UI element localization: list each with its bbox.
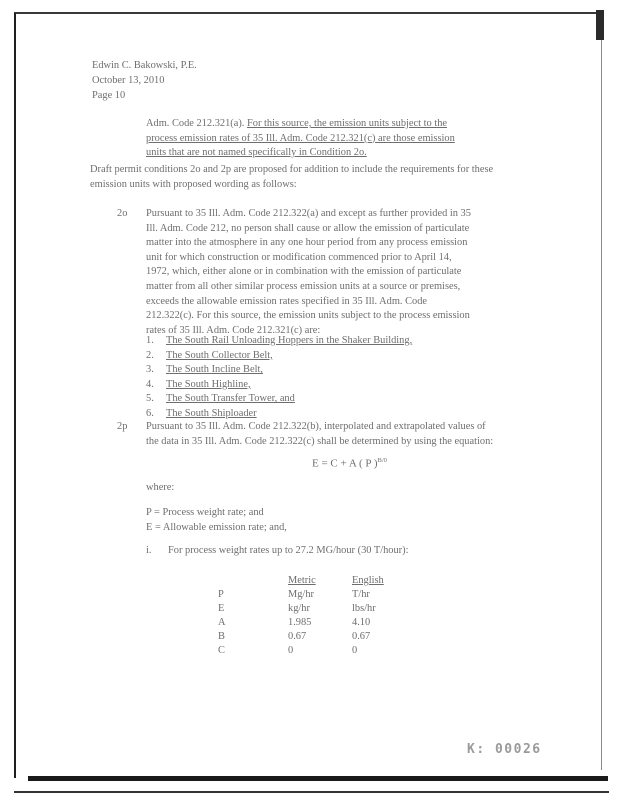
emission-unit-list <box>146 334 412 422</box>
row-label: P <box>218 589 224 600</box>
list-item <box>146 349 412 364</box>
english-cell: lbs/hr <box>352 603 376 614</box>
condition-2o-line: exceeds the allowable emission rates specified in 35 Ill. Adm. Code <box>146 295 428 307</box>
scan-edge-bottom <box>28 776 608 781</box>
metric-cell: Mg/hr <box>288 589 314 600</box>
variable-definitions <box>146 506 287 535</box>
condition-2o-line: matter into the atmosphere in any one hour period from any process emission <box>146 237 468 249</box>
table-row <box>218 602 412 616</box>
condition-2o-line: matter from all other similar process emission units at a source or premises, <box>146 280 461 292</box>
condition-2o-line: 212.322(c). For this source, the emission units subject to the process emission <box>146 310 470 322</box>
emission-equation <box>312 454 387 471</box>
table-row <box>218 630 412 644</box>
author-name: Edwin C. Bakowski, P.E. <box>92 60 197 71</box>
list-item-number: 1. <box>146 335 154 346</box>
intro-line-2: process emission rates of 35 Ill. Adm. Code 212.321(c) are those emission <box>146 132 455 144</box>
list-item <box>146 334 412 349</box>
bates-stamp: K: 00026 <box>467 742 542 757</box>
condition-2o-line: unit for which construction or modification commenced prior to April 14, <box>146 251 452 263</box>
metric-cell: 1.985 <box>288 617 312 628</box>
intro-line-1-plain: Adm. Code 212.321(a). <box>146 118 248 129</box>
table-corner <box>218 574 288 588</box>
condition-2o-line: rates of 35 Ill. Adm. Code 212.321(c) are: <box>146 324 321 336</box>
list-item-text: The South Collector Belt, <box>166 349 273 361</box>
table-header-row <box>218 574 412 588</box>
list-item <box>146 378 412 393</box>
condition-2p-line: Pursuant to 35 Ill. Adm. Code 212.322(b), interpolated and extrapolated values of <box>146 421 486 432</box>
english-cell: 0 <box>352 645 358 656</box>
list-item-text: The South Shiploader <box>166 407 257 419</box>
column-header-metric: Metric <box>288 575 316 586</box>
list-item-number: 5. <box>146 393 154 405</box>
scan-corner-mark <box>596 10 604 40</box>
row-label: B <box>218 631 225 642</box>
metric-cell: 0 <box>288 645 294 656</box>
equation-exponent: B/0 <box>377 457 387 464</box>
condition-2o-body <box>146 207 471 338</box>
list-item-number: 6. <box>146 407 154 419</box>
table-row <box>218 616 412 630</box>
list-item-text: The South Highline, <box>166 378 251 390</box>
table-row <box>218 644 412 658</box>
list-item-number: 2. <box>146 349 154 361</box>
list-item-text: The South Rail Unloading Hoppers in the Shaker Building, <box>166 335 413 346</box>
row-label: A <box>218 617 226 628</box>
intro-line-1-underlined: For this source, the emission units subject to the <box>247 118 448 129</box>
equation-text: E = C + A ( P ) <box>312 457 378 470</box>
item-number: i. <box>146 545 152 556</box>
draft-line: emission units with proposed wording as follows: <box>90 178 297 190</box>
scan-edge-bottom-line <box>14 791 609 793</box>
condition-2o-line: Pursuant to 35 Ill. Adm. Code 212.322(a) and except as further provided in 35 <box>146 208 471 219</box>
definition-line: P = Process weight rate; and <box>146 507 264 518</box>
english-cell: T/hr <box>352 589 370 600</box>
condition-2p-body <box>146 420 493 449</box>
english-cell: 4.10 <box>352 617 371 628</box>
scan-edge-right <box>601 30 602 770</box>
row-label: E <box>218 603 225 614</box>
condition-2o-label: 2o <box>117 208 128 219</box>
condition-2o-line: Ill. Adm. Code 212, no person shall cause or allow the emission of particulate <box>146 222 470 234</box>
condition-2p-label: 2p <box>117 421 128 432</box>
list-item-text: The South Transfer Tower, and <box>166 393 295 405</box>
coefficient-table <box>218 574 412 658</box>
definition-line: E = Allowable emission rate; and, <box>146 521 287 533</box>
metric-cell: 0.67 <box>288 631 307 642</box>
list-item <box>146 363 412 378</box>
english-cell: 0.67 <box>352 631 371 642</box>
item-text: For process weight rates up to 27.2 MG/hour (30 T/hour): <box>168 545 409 556</box>
draft-paragraph <box>90 163 493 192</box>
column-header-english: English <box>352 575 384 586</box>
table-row <box>218 588 412 602</box>
intro-line-1 <box>146 117 455 132</box>
draft-line: Draft permit conditions 2o and 2p are proposed for addition to include the requirements for these <box>90 164 494 175</box>
row-label: C <box>218 645 225 656</box>
metric-cell: kg/hr <box>288 603 310 614</box>
condition-2p-line: the data in 35 Ill. Adm. Code 212.322(c) shall be determined by using the equation: <box>146 435 494 447</box>
letter-date: October 13, 2010 <box>92 75 165 86</box>
intro-paragraph <box>146 117 455 161</box>
process-weight-item <box>146 544 409 559</box>
page-number: Page 10 <box>92 90 126 101</box>
list-item-number: 4. <box>146 378 154 390</box>
list-item-text: The South Incline Belt, <box>166 364 263 376</box>
where-label: where: <box>146 482 175 493</box>
intro-line-3: units that are not named specifically in Condition 2o. <box>146 147 367 159</box>
condition-2o-line: 1972, which, either alone or in combination with the emission of particulate <box>146 266 462 278</box>
list-item <box>146 392 412 407</box>
letter-header <box>92 58 197 103</box>
list-item-number: 3. <box>146 364 154 376</box>
